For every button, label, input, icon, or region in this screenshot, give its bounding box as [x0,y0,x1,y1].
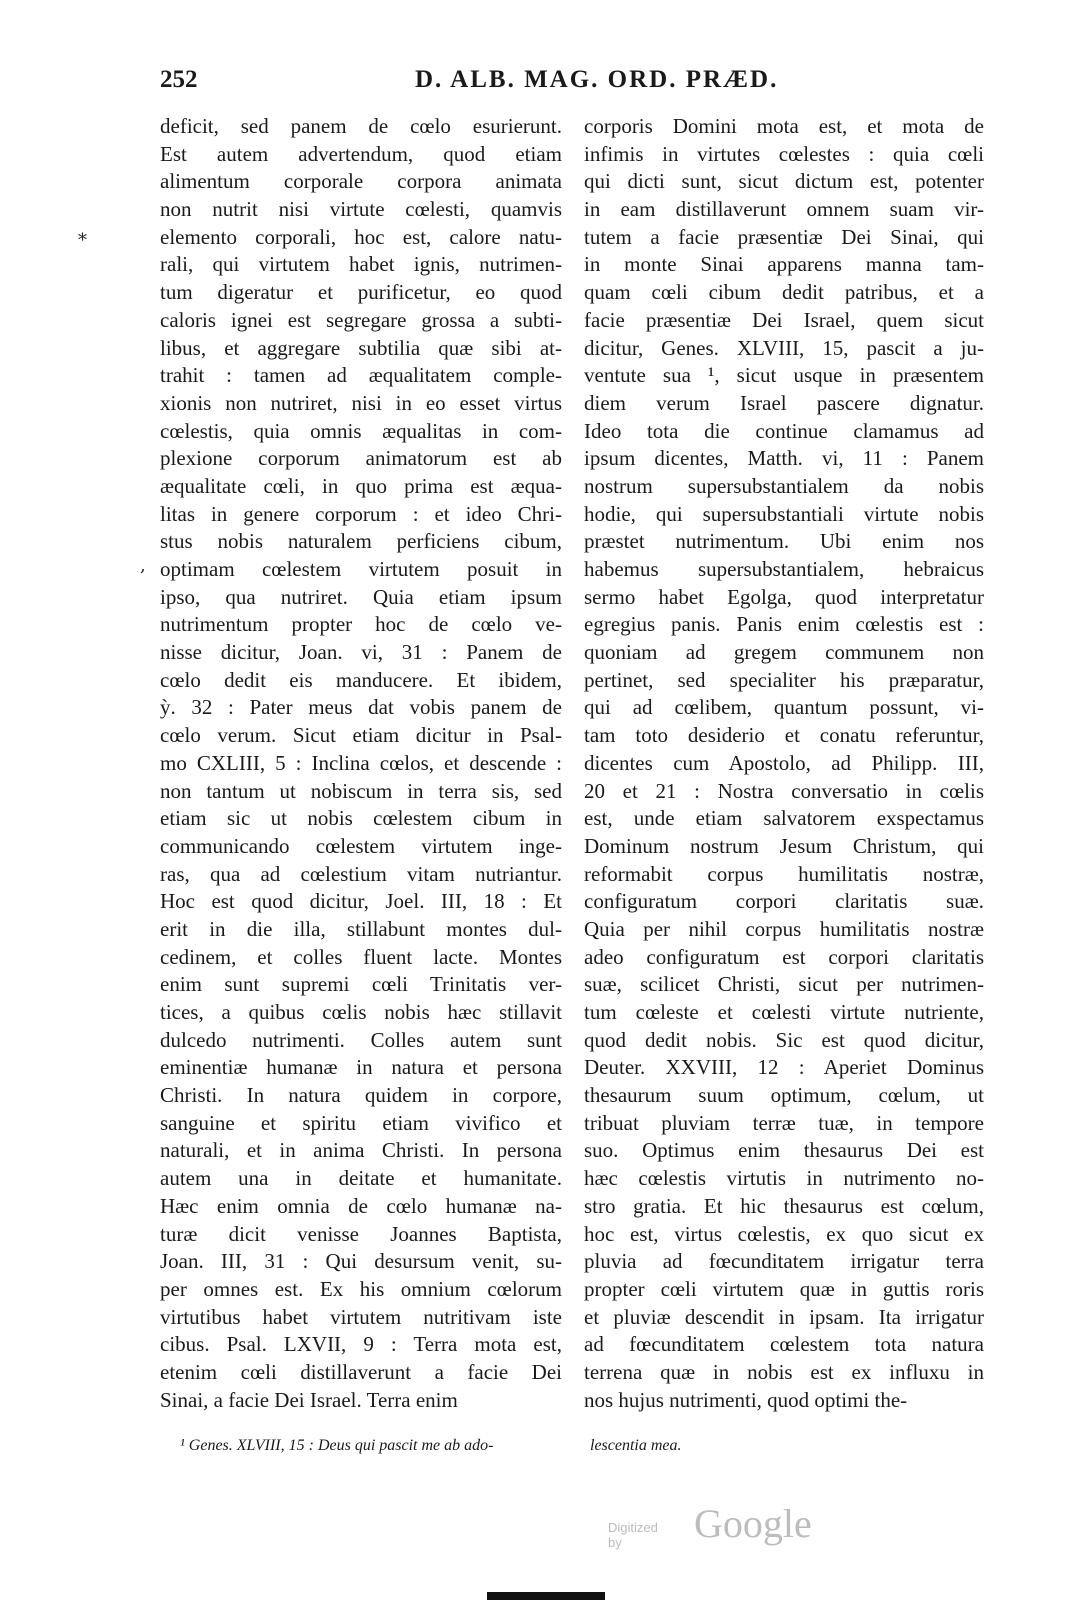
text-line: est, unde etiam salvatorem exspectamus [584,806,984,831]
text-line: nutrimentum propter hoc de cœlo ve- [160,612,562,637]
text-line: enim sunt supremi cœli Trinitatis ver- [160,972,562,997]
text-line: corporis Domini mota est, et mota de [584,114,984,138]
text-line: terrena quæ in nobis est ex influxu in [584,1359,984,1384]
text-line: in monte Sinai apparens manna tam- [584,252,984,277]
footnote-left: ¹ Genes. XLVIII, 15 : Deus qui pascit me ab ado- [180,1437,494,1454]
text-line: turæ dicit venisse Joannes Baptista, [160,1221,562,1246]
text-line: Ideo tota die continue clamamus ad [584,418,984,443]
page-header [160,66,990,102]
text-line: etenim cœli distillaverunt a facie Dei [160,1359,562,1384]
text-line: nisse dicitur, Joan. vi, 31 : Panem de [160,640,562,665]
text-line: caloris ignei est segregare grossa a subti- [160,307,562,332]
watermark-small-text: Digitized by [608,1520,658,1550]
text-line: facie præsentiæ Dei Israel, quem sicut [584,307,984,332]
text-line: tutem a facie præsentiæ Dei Sinai, qui [584,224,984,249]
text-line: Dominum nostrum Jesum Christum, qui [584,833,984,858]
text-line: et pluviæ descendit in ipsam. Ita irrigatur [584,1304,984,1329]
text-line: Est autem advertendum, quod etiam [160,141,562,166]
text-line: reformabit corpus humilitatis nostræ, [584,861,984,886]
text-line: sermo habet Egolga, quod interpretatur [584,584,984,609]
text-line: autem una in deitate et humanitate. [160,1166,562,1191]
text-line: trahit : tamen ad æqualitatem comple- [160,363,562,388]
margin-mark: , [140,555,146,576]
text-line: litas in genere corporum : et ideo Chri- [160,501,562,526]
text-line: ipso, qua nutriret. Quia etiam ipsum [160,584,562,609]
text-line: quoniam ad gregem communem non [584,640,984,665]
text-line: non nutrit nisi virtute cœlesti, quamvis [160,197,562,222]
text-line: elemento corporali, hoc est, calore natu- [160,224,562,249]
text-line: qui ad cœlibem, quantum possunt, vi- [584,695,984,720]
text-line: Christi. In natura quidem in corpore, [160,1083,562,1108]
text-line: tam toto desiderio et conatu referuntur, [584,723,984,748]
text-line: ventute sua ¹, sicut usque in præsentem [584,363,984,388]
text-line: naturali, et in anima Christi. In persona [160,1138,562,1163]
text-line: hodie, qui supersubstantiali virtute nobis [584,501,984,526]
text-line: in eam distillaverunt omnem suam vir- [584,197,984,222]
text-line: nos hujus nutrimenti, quod optimi the- [584,1387,908,1412]
text-line: suæ, scilicet Christi, sicut per nutrimen- [584,972,984,997]
right-text-column [584,113,984,1414]
text-line: Sinai, a facie Dei Israel. Terra enim [160,1387,458,1412]
text-line: æqualitate cœli, in quo prima est æqua- [160,473,562,498]
text-line: communicando cœlestem virtutem inge- [160,833,562,858]
text-line: Joan. III, 31 : Qui desursum venit, su- [160,1249,562,1274]
text-line: pertinet, sed specialiter his præparatur, [584,667,984,692]
text-line: infimis in virtutes cœlestes : quia cœli [584,141,984,166]
text-line: libus, et aggregare subtilia quæ sibi at- [160,335,562,360]
text-line: nostrum supersubstantialem da nobis [584,473,984,498]
margin-mark: * [78,230,87,251]
text-line: hæc cœlestis virtutis in nutrimento no- [584,1166,984,1191]
text-line: qui dicti sunt, sicut dictum est, potenter [584,169,984,194]
text-line: Hæc enim omnia de cœlo humanæ na- [160,1193,562,1218]
text-line: non tantum ut nobiscum in terra sis, sed [160,778,562,803]
text-line: cibus. Psal. LXVII, 9 : Terra mota est, [160,1332,562,1357]
text-line: cœlestis, quia omnis æqualitas in com- [160,418,562,443]
text-line: plexione corporum animatorum est ab [160,446,562,471]
text-line: hoc est, virtus cœlestis, ex quo sicut ex [584,1221,984,1246]
text-line: Hoc est quod dicitur, Joel. III, 18 : Et [160,889,562,914]
text-line: eminentiæ humanæ in natura et persona [160,1055,562,1080]
text-line: alimentum corporale corpora animata [160,169,562,194]
text-line: pluvia ad fœcunditatem irrigatur terra [584,1249,984,1274]
text-line: quam cœli cibum dedit patribus, et a [584,280,984,305]
text-line: cœlo verum. Sicut etiam dicitur in Psal- [160,723,562,748]
text-line: suo. Optimus enim thesaurus Dei est [584,1138,984,1163]
text-line: stro gratia. Et hic thesaurus est cœlum, [584,1193,984,1218]
text-line: tum digeratur et purificetur, eo quod [160,280,562,305]
running-title: D. ALB. MAG. ORD. PRÆD. [415,66,779,93]
text-line: cœlo dedit eis manducere. Et ibidem, [160,667,562,692]
text-line: dicentes cum Apostolo, ad Philipp. III, [584,750,984,775]
text-line: ad fœcunditatem cœlestem tota natura [584,1332,984,1357]
text-line: deficit, sed panem de cœlo esurierunt. [160,114,562,138]
text-line: sanguine et spiritu etiam vivifico et [160,1110,562,1135]
text-line: etiam sic ut nobis cœlestem cibum in [160,806,562,831]
text-line: tribuat pluviam terræ tuæ, in tempore [584,1110,984,1135]
page-number: 252 [160,66,198,93]
text-line: virtutibus habet virtutem nutritivam iste [160,1304,562,1329]
text-line: stus nobis naturalem perficiens cibum, [160,529,562,554]
text-line: configuratum corpori claritatis suæ. [584,889,984,914]
text-line: thesaurum suum optimum, cœlum, ut [584,1083,984,1108]
text-line: erit in die illa, stillabunt montes dul- [160,916,562,941]
text-line: dicitur, Genes. XLVIII, 15, pascit a ju- [584,335,984,360]
text-line: præstet nutrimentum. Ubi enim nos [584,529,984,554]
text-line: adeo configuratum est corpori claritatis [584,944,984,969]
text-line: rali, qui virtutem habet ignis, nutrimen- [160,252,562,277]
text-line: diem verum Israel pascere dignatur. [584,390,984,415]
text-line: habemus supersubstantialem, hebraicus [584,557,984,581]
bottom-edge-bar [487,1592,605,1600]
text-line: xionis non nutriret, nisi in eo esset virtus [160,390,562,415]
text-line: mo CXLIII, 5 : Inclina cœlos, et descende : [160,750,562,775]
text-line: Quia per nihil corpus humilitatis nostræ [584,916,984,941]
text-line: quod dedit nobis. Sic est quod dicitur, [584,1027,984,1052]
text-line: optimam cœlestem virtutem posuit in [160,557,562,581]
footnote-right: lescentia mea. [590,1437,682,1454]
text-line: ras, qua ad cœlestium vitam nutriantur. [160,861,562,886]
text-line: egregius panis. Panis enim cœlestis est : [584,612,984,637]
text-line: Deuter. XXVIII, 12 : Aperiet Dominus [584,1055,984,1080]
text-line: propter cœli virtutem quæ in guttis roris [584,1276,984,1301]
text-line: ỳ. 32 : Pater meus dat vobis panem de [160,695,562,720]
text-line: tum cœleste et cœlesti virtute nutriente, [584,1000,984,1024]
text-line: ipsum dicentes, Matth. vi, 11 : Panem [584,446,984,471]
left-text-column [160,113,562,1414]
google-logo: Google [694,1501,812,1546]
text-line: dulcedo nutrimenti. Colles autem sunt [160,1027,562,1052]
text-line: 20 et 21 : Nostra conversatio in cœlis [584,778,984,803]
text-line: cedinem, et colles fluent lacte. Montes [160,944,562,969]
text-line: tices, a quibus cœlis nobis hæc stillavit [160,1000,562,1024]
text-line: per omnes est. Ex his omnium cœlorum [160,1276,562,1301]
